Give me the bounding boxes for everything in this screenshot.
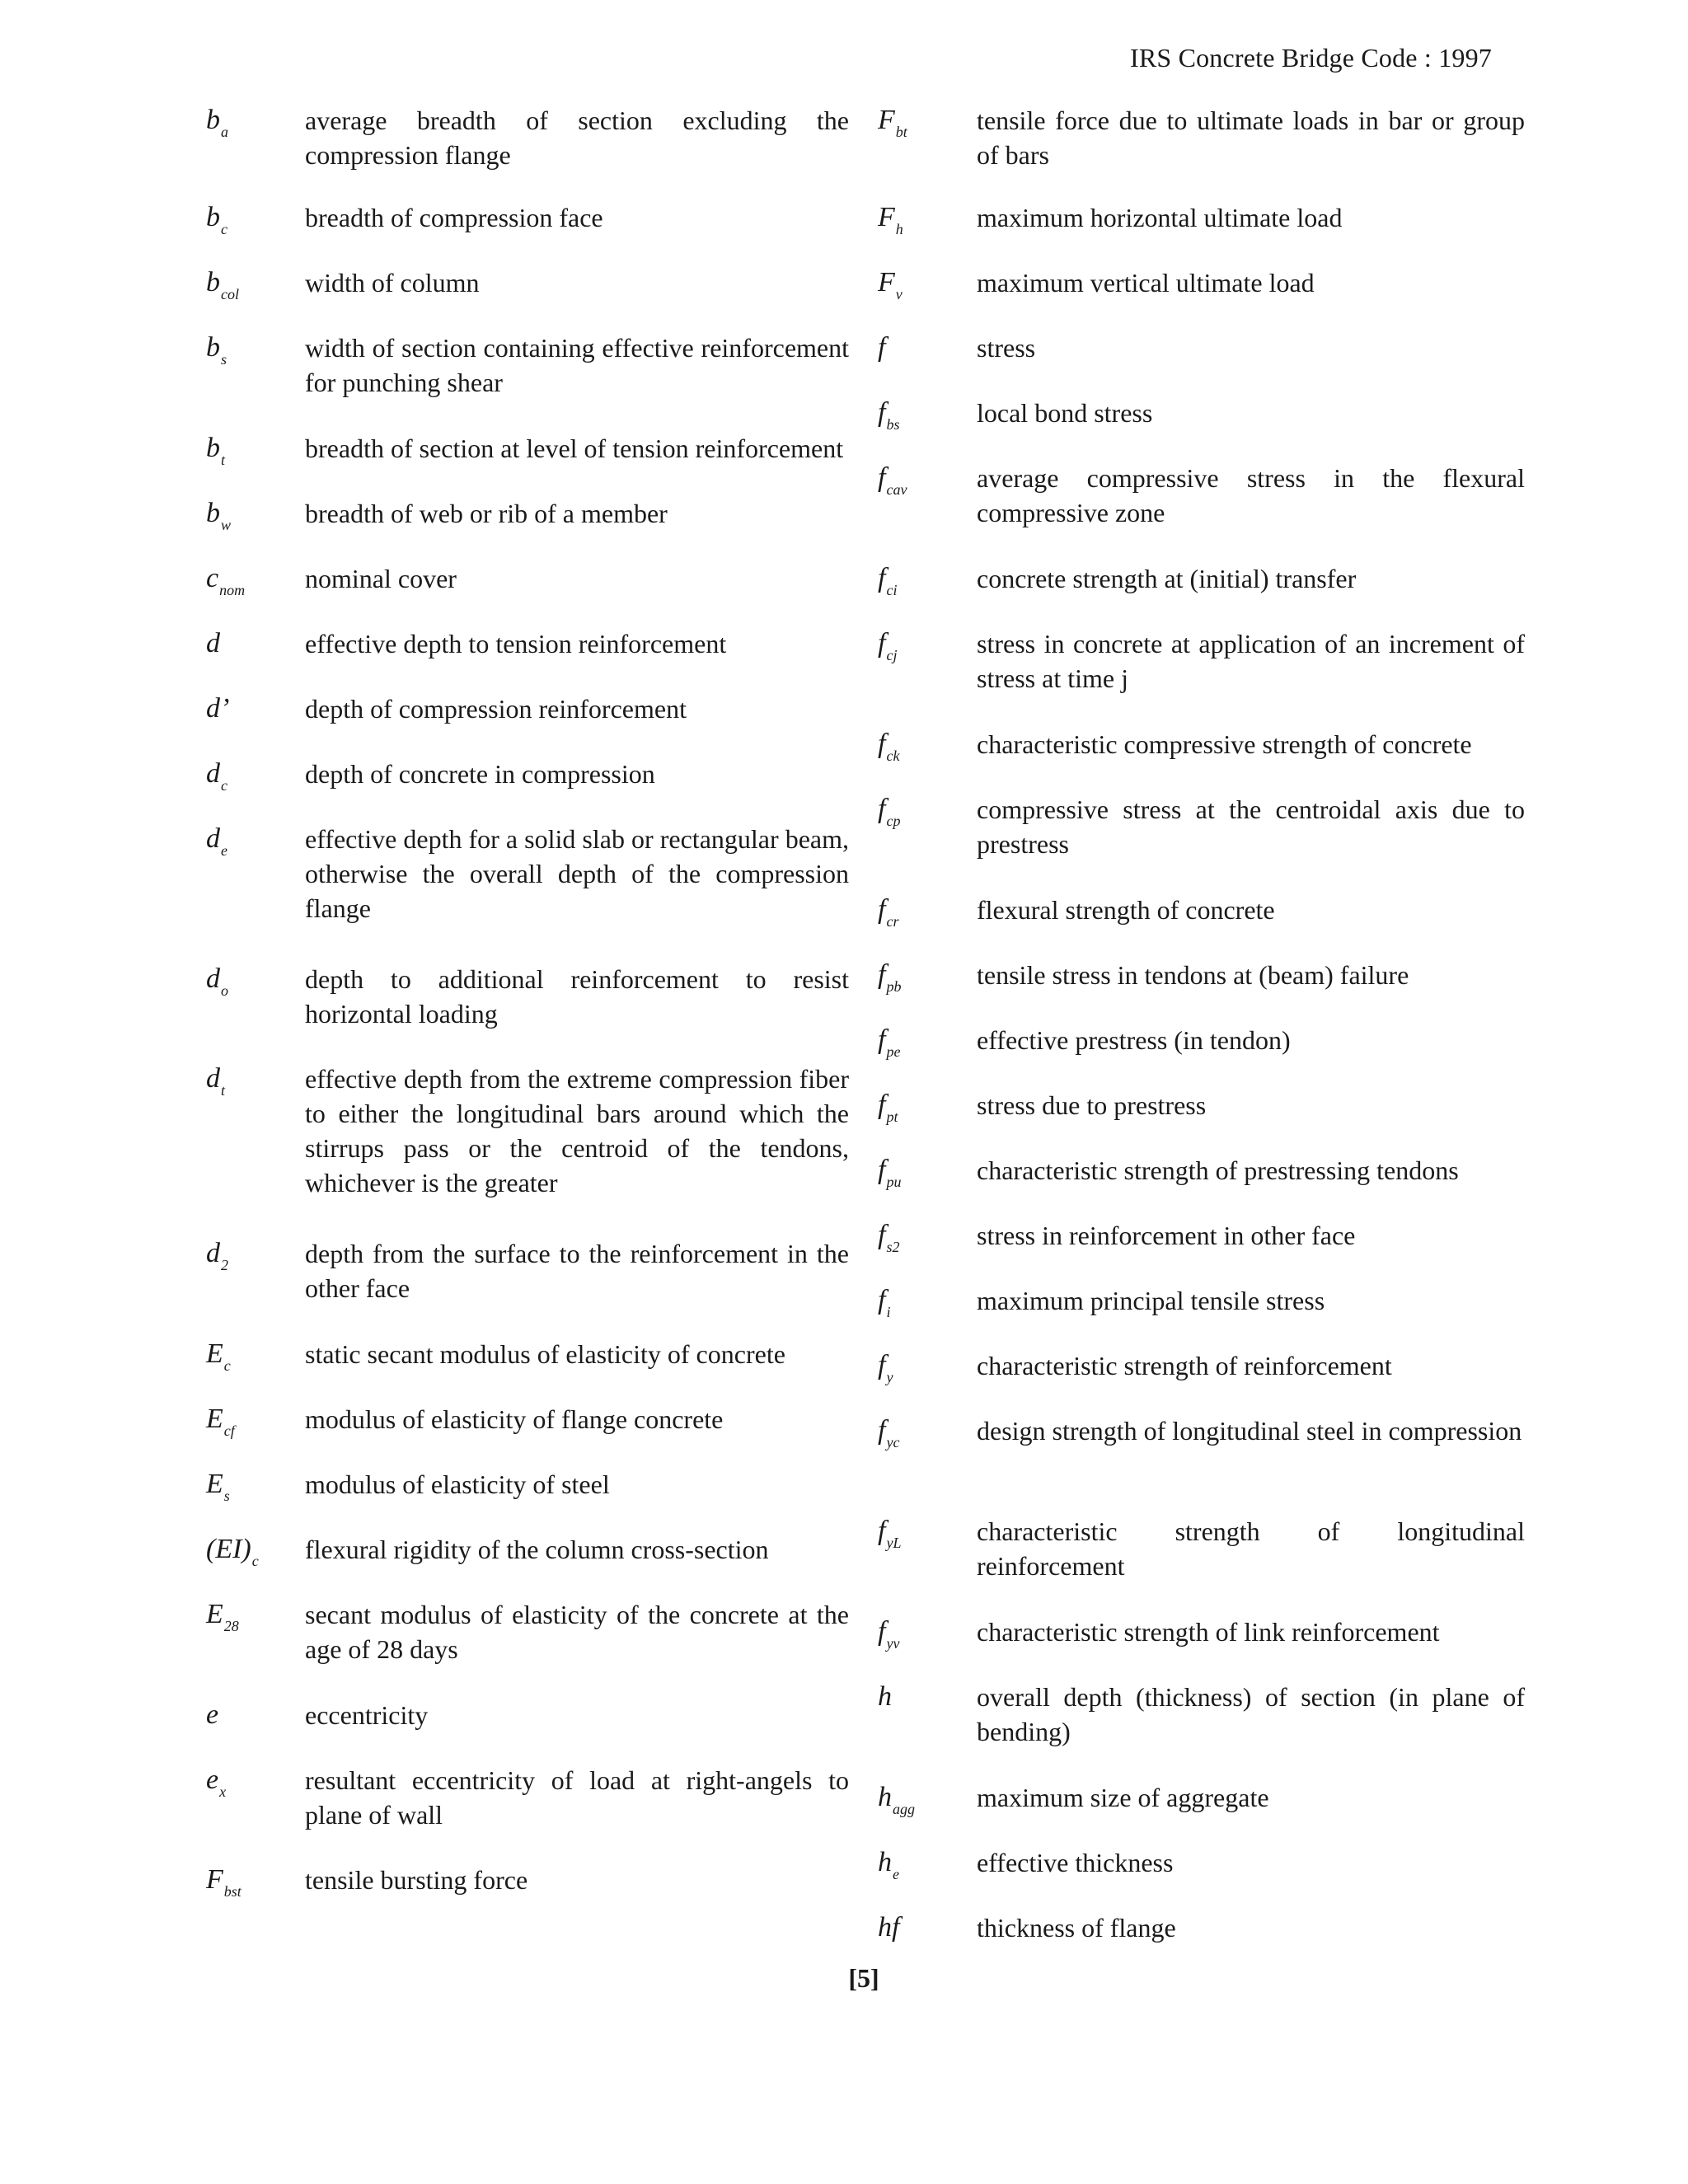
symbol	[878, 561, 897, 607]
symbol-main: f	[878, 1220, 886, 1250]
symbol	[878, 1088, 898, 1134]
symbol-main: d	[206, 758, 220, 789]
symbol-description: effective depth for a solid slab or rectangular beam, otherwise the overall depth of the compression flange	[305, 824, 849, 923]
symbol-description: width of column	[305, 268, 480, 298]
symbol-description: maximum principal tensile stress	[977, 1286, 1325, 1315]
symbol-subscript: ck	[886, 748, 900, 764]
symbol-main: F	[878, 202, 895, 232]
symbol	[206, 1532, 259, 1578]
symbol-description: characteristic compressive strength of concrete	[977, 729, 1472, 759]
symbol-main: E	[206, 1469, 223, 1499]
symbol-description: secant modulus of elasticity of the concrete at the age of 28 days	[305, 1600, 849, 1664]
symbol-description: stress	[977, 333, 1036, 363]
symbol-subscript: c	[221, 777, 227, 794]
symbol-main: f	[878, 1350, 886, 1380]
symbol-main: d	[206, 1238, 220, 1268]
symbol-main: (EI)	[206, 1534, 251, 1564]
symbol-main: f	[878, 1516, 886, 1546]
symbol-description: maximum size of aggregate	[977, 1783, 1269, 1812]
symbol	[206, 1467, 230, 1513]
symbol-description: depth of concrete in compression	[305, 759, 655, 789]
symbol	[878, 1780, 915, 1826]
symbol-subscript: 28	[223, 1618, 239, 1634]
symbol-description: tensile force due to ultimate loads in bar or group of bars	[977, 105, 1525, 170]
symbol-description: depth to additional reinforcement to resist horizontal loading	[305, 964, 849, 1029]
symbol	[206, 330, 227, 377]
symbol-description: nominal cover	[305, 564, 457, 593]
symbol-description: maximum horizontal ultimate load	[977, 203, 1343, 232]
symbol-subscript: pu	[886, 1174, 902, 1190]
symbol-main: d	[206, 963, 220, 994]
symbol-description: effective depth from the extreme compression fiber to either the longitudinal bars around which the stirrups pass or the centroid of the tendons, whichever is the greater	[305, 1064, 849, 1197]
symbol	[206, 1863, 241, 1909]
symbol-subscript: t	[221, 452, 226, 468]
symbol-description: eccentricity	[305, 1700, 429, 1730]
symbol	[878, 727, 899, 773]
symbol-main: h	[878, 1847, 892, 1877]
symbol-description: overall depth (thickness) of section (in plane of bending)	[977, 1682, 1525, 1746]
symbol	[878, 1615, 899, 1661]
symbol-subscript: s	[221, 351, 227, 368]
symbol-main: b	[206, 332, 220, 363]
symbol-main: e	[206, 1765, 219, 1795]
symbol-subscript: cav	[886, 481, 907, 498]
symbol-main: f	[878, 1155, 886, 1185]
symbol-main: b	[206, 433, 220, 463]
symbol-description: characteristic strength of reinforcement	[977, 1351, 1392, 1380]
symbol-subscript: e	[893, 1866, 899, 1882]
symbol-description: modulus of elasticity of flange concrete	[305, 1404, 724, 1434]
symbol-description: concrete strength at (initial) transfer	[977, 564, 1357, 593]
symbol-subscript: cf	[223, 1422, 235, 1439]
symbol-subscript: col	[221, 286, 239, 302]
symbol	[878, 1910, 899, 1945]
symbol-subscript: y	[886, 1369, 893, 1385]
symbol	[206, 822, 227, 868]
symbol-main: f	[878, 1616, 886, 1647]
symbol	[206, 1763, 226, 1809]
symbol	[206, 1698, 218, 1732]
symbol-main: e	[206, 1699, 219, 1730]
page-header: IRS Concrete Bridge Code : 1997	[1129, 43, 1492, 73]
symbol-description: modulus of elasticity of steel	[305, 1469, 610, 1499]
symbol-description: flexural rigidity of the column cross-section	[305, 1535, 769, 1564]
symbol-subscript: x	[219, 1783, 227, 1800]
symbol-description: breadth of section at level of tension reinforcement	[305, 434, 844, 463]
symbol-description: characteristic strength of link reinforcement	[977, 1617, 1440, 1647]
symbol-subscript: agg	[893, 1801, 915, 1817]
symbol-description: static secant modulus of elasticity of concrete	[305, 1339, 785, 1369]
page-number: [5]	[848, 1963, 879, 1993]
symbol-main: d	[206, 628, 220, 658]
symbol-main: F	[878, 267, 895, 298]
symbol-main: h	[878, 1782, 892, 1812]
symbol-description: breadth of compression face	[305, 203, 603, 232]
symbol-main: f	[878, 1090, 886, 1120]
symbol-main: d	[206, 1063, 220, 1094]
symbol-subscript: pt	[886, 1108, 898, 1125]
symbol-subscript: yL	[886, 1535, 902, 1551]
symbol	[878, 103, 907, 149]
symbol-description: maximum vertical ultimate load	[977, 268, 1315, 298]
symbol-description: stress in reinforcement in other face	[977, 1221, 1356, 1250]
symbol	[206, 626, 220, 661]
symbol-description: tensile bursting force	[305, 1865, 528, 1895]
symbol-description: resultant eccentricity of load at right-angels to plane of wall	[305, 1765, 849, 1830]
symbol-subscript: pb	[886, 978, 902, 995]
symbol	[878, 1348, 893, 1394]
symbol-description: effective prestress (in tendon)	[977, 1025, 1291, 1055]
symbol-main: f	[878, 959, 886, 990]
symbol-main: f	[878, 628, 886, 658]
symbol	[206, 1337, 231, 1383]
symbol-subscript: ci	[886, 582, 898, 598]
symbol	[206, 757, 227, 803]
symbol-subscript: s	[223, 1488, 230, 1504]
symbol	[878, 461, 907, 507]
symbol-description: effective depth to tension reinforcement	[305, 629, 727, 658]
symbol-subscript: nom	[219, 582, 246, 598]
symbol-main: f	[878, 894, 886, 925]
symbol-description: thickness of flange	[977, 1913, 1176, 1943]
symbol	[206, 1402, 235, 1448]
symbol-main: b	[206, 105, 220, 135]
symbol	[206, 103, 228, 149]
symbol	[878, 1845, 899, 1891]
symbol-main: f	[878, 1024, 886, 1055]
symbol-subscript: cr	[886, 913, 899, 930]
symbol-subscript: cp	[886, 813, 901, 829]
symbol	[878, 1283, 890, 1329]
symbol	[878, 626, 897, 673]
symbol-main: f	[878, 397, 886, 428]
symbol	[878, 1514, 901, 1560]
symbol-main: E	[206, 1599, 223, 1629]
symbol-description: depth of compression reinforcement	[305, 694, 687, 724]
symbol-description: tensile stress in tendons at (beam) failure	[977, 960, 1409, 990]
symbol-description: average breadth of section excluding the compression flange	[305, 105, 849, 170]
symbol	[206, 691, 229, 726]
symbol-subscript: t	[221, 1082, 226, 1099]
symbol-main: h	[878, 1681, 892, 1712]
symbol-subscript: o	[221, 982, 228, 999]
symbol-subscript: a	[221, 124, 228, 140]
symbol-main: F	[878, 105, 895, 135]
symbol-description: flexural strength of concrete	[977, 895, 1275, 925]
symbol-main: E	[206, 1338, 223, 1369]
symbol-description: characteristic strength of prestressing tendons	[977, 1155, 1459, 1185]
symbol-description: breadth of web or rib of a member	[305, 499, 668, 528]
symbol-subscript: c	[251, 1553, 259, 1569]
symbol-description: characteristic strength of longitudinal reinforcement	[977, 1516, 1525, 1581]
symbol	[878, 1153, 901, 1199]
symbol-main: E	[206, 1404, 223, 1434]
symbol-subscript: yc	[886, 1434, 900, 1451]
symbol-main: b	[206, 267, 220, 298]
symbol-subscript: h	[895, 221, 903, 237]
symbol-description: stress in concrete at application of an increment of stress at time j	[977, 629, 1525, 693]
symbol	[878, 265, 903, 312]
symbol-subscript: v	[895, 286, 903, 302]
symbol-subscript: c	[223, 1357, 231, 1374]
symbol-subscript: c	[221, 221, 227, 237]
symbol	[878, 958, 901, 1004]
symbol-subscript: bt	[895, 124, 907, 140]
symbol-subscript: pe	[886, 1043, 901, 1060]
symbol	[206, 1062, 225, 1108]
symbol-description: average compressive stress in the flexural compressive zone	[977, 463, 1525, 527]
symbol-main: b	[206, 202, 220, 232]
symbol-subscript: w	[221, 517, 232, 533]
symbol-subscript: yv	[886, 1635, 900, 1652]
symbol-main: d’	[206, 693, 230, 724]
symbol	[878, 396, 899, 442]
symbol-description: compressive stress at the centroidal axis due to prestress	[977, 794, 1525, 859]
symbol-main: f	[878, 729, 886, 759]
symbol	[878, 1413, 899, 1460]
symbol-main: f	[878, 1285, 886, 1315]
symbol	[878, 330, 885, 365]
symbol-description: depth from the surface to the reinforcement in the other face	[305, 1239, 849, 1303]
symbol	[206, 1597, 239, 1643]
symbol-subscript: i	[886, 1304, 891, 1320]
symbol-main: b	[206, 498, 220, 528]
symbol-description: local bond stress	[977, 398, 1153, 428]
symbol-subscript: 2	[221, 1257, 228, 1273]
symbol-description: stress due to prestress	[977, 1090, 1207, 1120]
symbol-main: F	[206, 1864, 223, 1895]
symbol-main: hf	[878, 1912, 900, 1943]
symbol-description: effective thickness	[977, 1848, 1174, 1877]
symbol-main: f	[878, 794, 886, 824]
symbol-subscript: s2	[886, 1239, 900, 1255]
symbol-main: f	[878, 462, 886, 493]
symbol	[878, 200, 903, 246]
symbol	[878, 792, 900, 838]
symbol-subscript: bs	[886, 416, 900, 433]
symbol	[878, 893, 898, 939]
symbol-subscript: e	[221, 842, 227, 859]
symbol	[206, 265, 239, 312]
symbol-subscript: bst	[223, 1883, 241, 1900]
symbol-main: f	[878, 1415, 886, 1446]
symbol	[206, 962, 228, 1008]
symbol	[206, 200, 227, 246]
symbol-main: d	[206, 823, 220, 854]
symbol-main: c	[206, 563, 219, 593]
symbol-description: width of section containing effective reinforcement for punching shear	[305, 333, 849, 397]
symbol-description: design strength of longitudinal steel in compression	[977, 1416, 1522, 1446]
symbol	[878, 1023, 900, 1069]
symbol-subscript: cj	[886, 647, 898, 663]
symbol-main: f	[878, 332, 886, 363]
symbol	[206, 496, 231, 542]
symbol-main: f	[878, 563, 886, 593]
symbol	[206, 561, 245, 607]
symbol	[878, 1680, 892, 1714]
symbol	[206, 1236, 228, 1282]
symbol	[878, 1218, 899, 1264]
symbol	[206, 431, 225, 477]
